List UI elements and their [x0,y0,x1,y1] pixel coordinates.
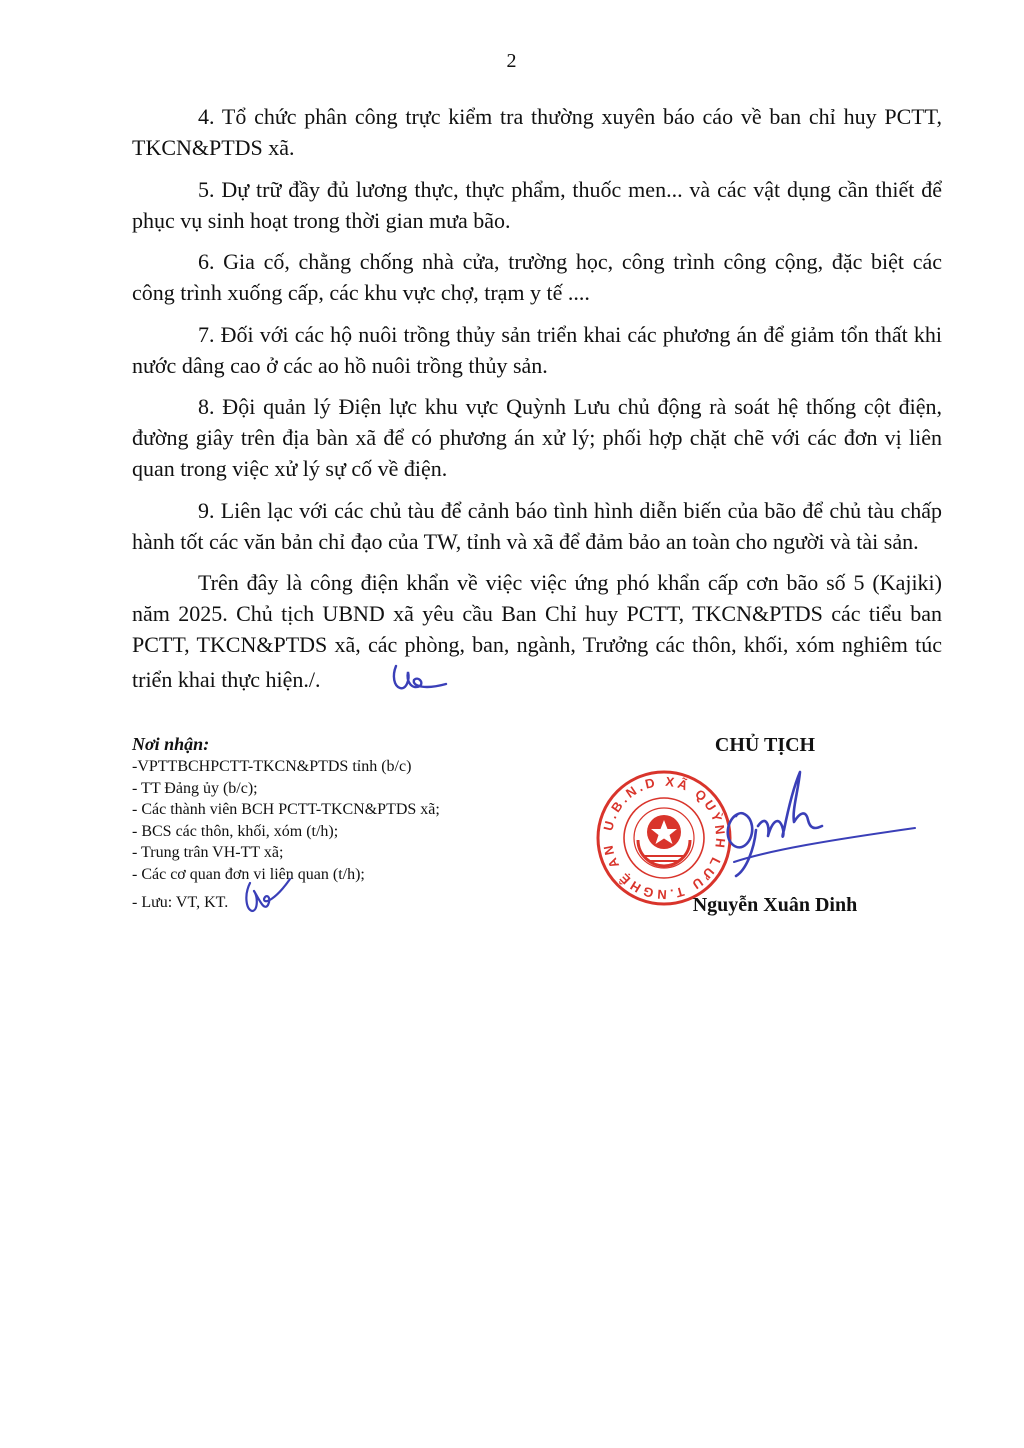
closing-paragraph-text: Trên đây là công điện khẩn về việc việc ứng phó khẩn cấp cơn bão số 5 (Kajiki) năm 2025. Chủ tịch UBND xã yêu cầu Ban Chỉ huy PCTT, TKCN&PTDS các tiểu ban PCTT, TKCN&PTDS xã, các phòng, ban, ngành, Trưởng các thôn, khối, xóm nghiêm túc triển khai thực hiện./. [132,570,942,693]
recipient-item: -VPTTBCHPCTT-TKCN&PTDS tỉnh (b/c) [132,758,412,775]
initials-signature-icon [322,660,450,704]
document-body [132,101,942,704]
handwritten-signature-icon [710,770,920,885]
recipient-item: - TT Đảng ủy (b/c); [132,779,258,797]
signature-block [590,730,930,930]
paragraph-item-4: 4. Tổ chức phân công trực kiểm tra thường xuyên báo cáo về ban chỉ huy PCTT, TKCN&PTDS xã. [132,104,942,160]
recipient-item: - BCS các thôn, khối, xóm (t/h); [132,822,339,840]
recipient-item: - Các cơ quan đơn vi liên quan (t/h); [132,865,365,883]
recipients-block [132,732,552,922]
seal-text: U.B.N.D XÃ QUỲNH LƯU T.NGHỆ AN [600,773,729,903]
recipient-item: - Trung trân VH-TT xã; [132,844,284,861]
paragraph-item-9: 9. Liên lạc với các chủ tàu để cảnh báo tình hình diễn biến của bão để chủ tàu chấp hành tốt các văn bản chỉ đạo của TW, tỉnh và xã để đảm bảo an toàn cho người và tài sản. [132,497,942,554]
paragraph-item-6: 6. Gia cố, chằng chống nhà cửa, trường học, công trình công cộng, đặc biệt các công trình xuống cấp, các khu vực chợ, trạm y tế .... [132,249,942,305]
initials-signature-icon [242,875,294,922]
paragraph-item-7: 7. Đối với các hộ nuôi trồng thủy sản triển khai các phương án để giảm tổn thất khi nước dâng cao ở các ao hồ nuôi trồng thủy sản. [132,321,942,378]
recipients-list [132,756,552,922]
recipient-item: - Các thành viên BCH PCTT-TKCN&PTDS xã; [132,801,440,818]
page-number: 2 [506,50,518,72]
paragraph-item-5: 5. Dự trữ đầy đủ lương thực, thực phẩm, thuốc men... và các vật dụng cần thiết để phục vụ sinh hoạt trong thời gian mưa bão. [132,176,942,233]
recipient-item-last [132,885,552,922]
recipients-title: Nơi nhận: [132,734,210,754]
closing-paragraph [132,567,942,704]
signer-title: CHỦ TỊCH [714,734,816,756]
paragraph-item-8: 8. Đội quản lý Điện lực khu vực Quỳnh Lưu chủ động rà soát hệ thống cột điện, đường giây trên địa bàn xã để có phương án xử lý; phối hợp chặt chẽ với các đơn vị liên quan trong việc xử lý sự cố về điện. [132,394,942,481]
signer-name: Nguyễn Xuân Dinh [692,894,858,916]
recipient-item-text: - Lưu: VT, KT. [132,893,229,911]
